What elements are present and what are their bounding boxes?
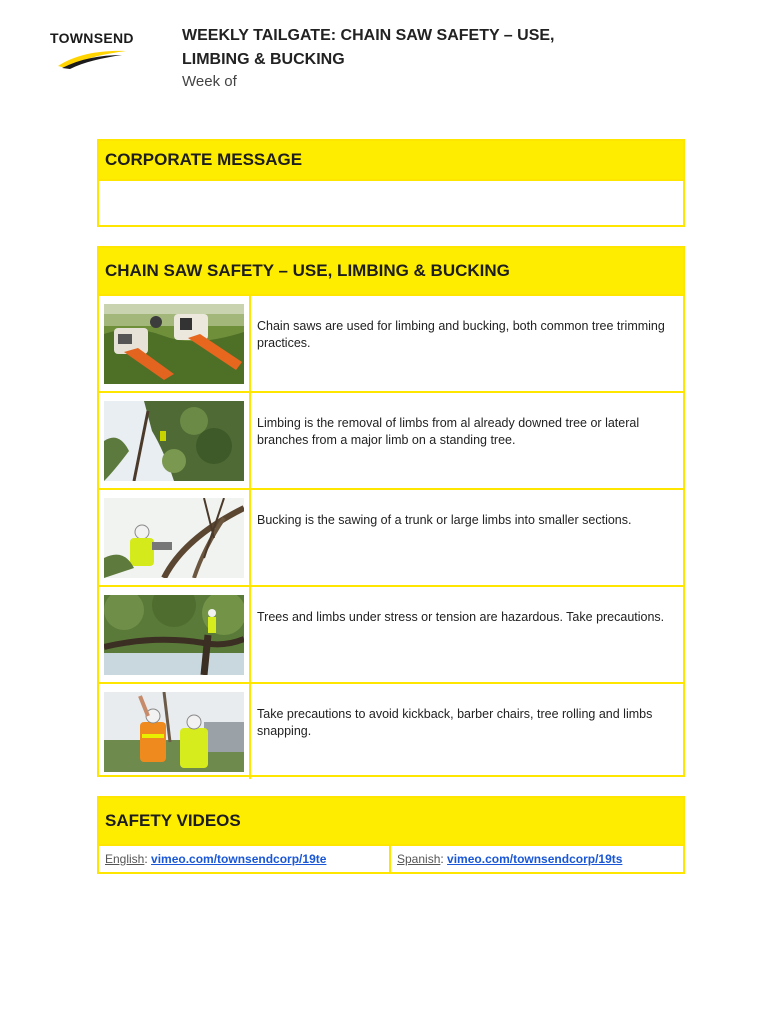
corporate-message-body <box>99 179 683 225</box>
townsend-logo <box>50 30 132 72</box>
table-row <box>99 585 683 682</box>
climber-in-oak-tree-image <box>104 595 244 675</box>
row-text: Limbing is the removal of limbs from al already downed tree or lateral branches from a major limb on a standing tree. <box>257 416 640 447</box>
row-text: Chain saws are used for limbing and bucking, both common tree trimming practices. <box>257 319 665 350</box>
row-text: Trees and limbs under stress or tension are hazardous. Take precautions. <box>257 610 665 624</box>
safety-videos-box <box>97 796 685 874</box>
spanish-video-cell: Spanish: vimeo.com/townsendcorp/19ts <box>397 852 623 866</box>
row-text: Bucking is the sawing of a trunk or large limbs into smaller sections. <box>257 513 632 527</box>
videos-row <box>99 844 683 872</box>
section-heading: CHAIN SAW SAFETY – USE, LIMBING & BUCKING <box>99 248 683 294</box>
week-of-label: Week of <box>182 73 237 90</box>
corporate-message-box <box>97 139 685 227</box>
safety-videos-heading: SAFETY VIDEOS <box>99 798 683 844</box>
crew-pointing-at-tree-image <box>104 692 244 772</box>
logo-swoosh-icon <box>56 46 128 70</box>
english-video-cell: English: vimeo.com/townsendcorp/19te <box>99 846 391 872</box>
page-title: WEEKLY TAILGATE: CHAIN SAW SAFETY – USE, LIMBING & BUCKING <box>182 27 555 68</box>
corporate-message-heading: CORPORATE MESSAGE <box>99 141 683 179</box>
safety-rows <box>99 294 683 779</box>
worker-cutting-branch-image <box>104 498 244 578</box>
english-label: English <box>105 852 145 866</box>
english-video-link[interactable]: vimeo.com/townsendcorp/19te <box>151 852 327 866</box>
table-row <box>99 488 683 585</box>
logo-text: TOWNSEND <box>50 30 134 46</box>
row-text: Take precautions to avoid kickback, barber chairs, tree rolling and limbs snapping. <box>257 707 653 738</box>
worker-in-tree-canopy-image <box>104 401 244 481</box>
chainsaws-on-grass-image <box>104 304 244 384</box>
table-row <box>99 391 683 488</box>
table-row <box>99 294 683 391</box>
spanish-video-link[interactable]: vimeo.com/townsendcorp/19ts <box>447 852 623 866</box>
spanish-label: Spanish <box>397 852 441 866</box>
table-row <box>99 682 683 779</box>
chain-saw-safety-box <box>97 246 685 777</box>
